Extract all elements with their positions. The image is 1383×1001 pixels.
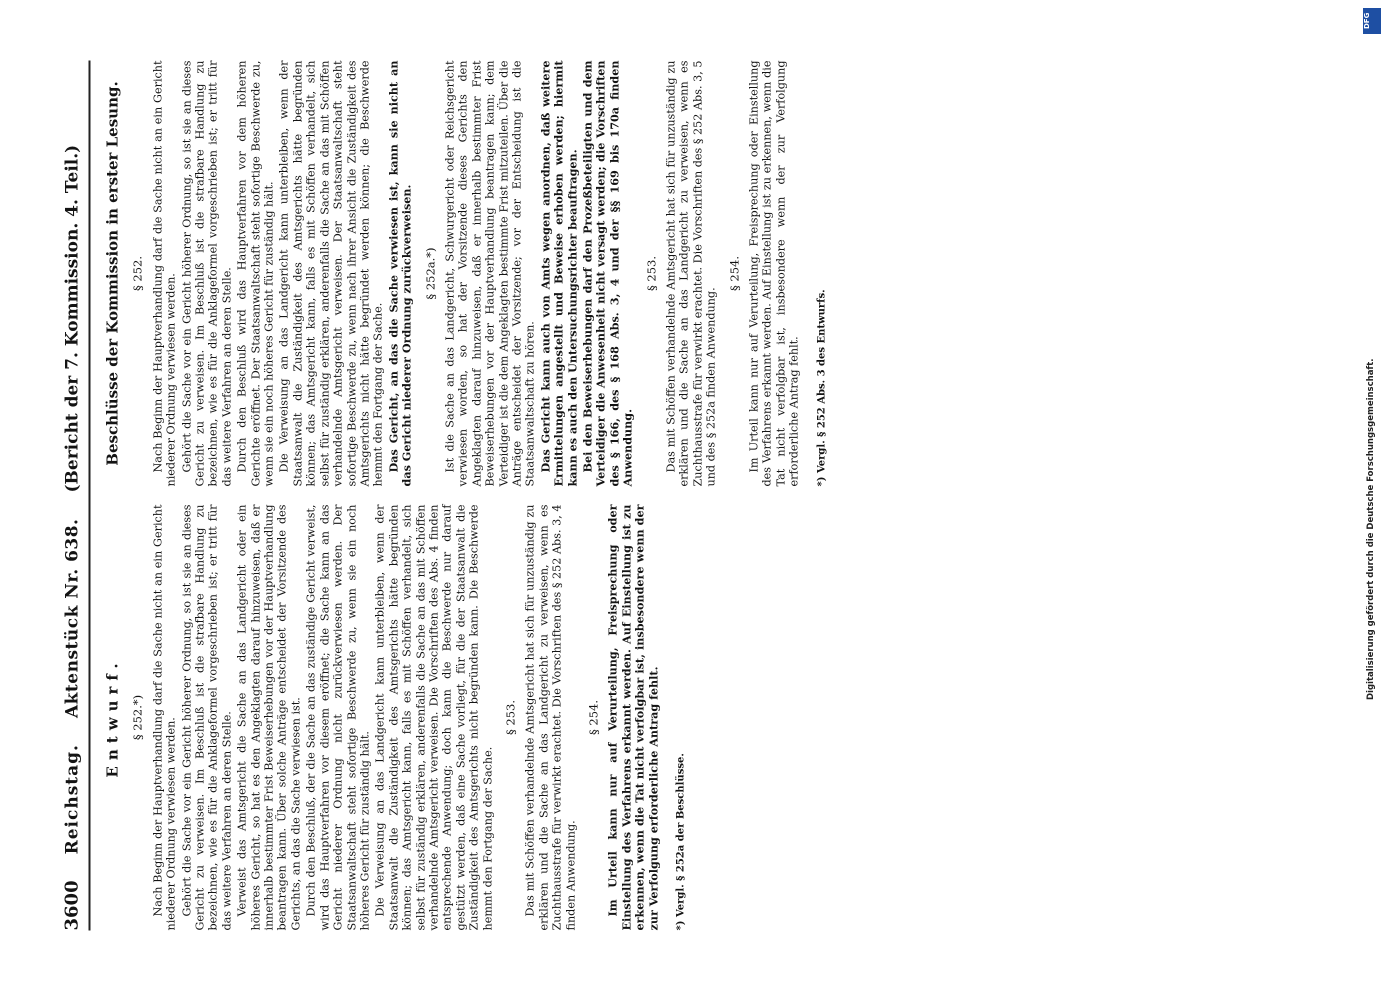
paragraph: Ist die Sache an das Landgericht, Schwurgericht oder Reichsgericht verwiesen worden, so hat der Vorsitzende dieses Gerichts den Angeklagten darauf hinzuweisen, daß er innerhalb bestimmter Frist Beweiserhebungen vor der Hauptverhandlung beantragen kann; dem Verteidiger ist die dem Angeklagten bestimmte Frist mitzuteilen. Über die Anträge entscheidet der Vorsitzende; vor der Entscheidung ist die Staatsanwaltschaft zu hören. [443,60,537,487]
columns [101,61,829,931]
resolutions-title: Beschlüsse der Kommission in erster Lesung. [103,81,122,466]
paragraph: Durch den Beschluß, der die Sache an das zuständige Gericht verweist, wird das Hauptverfahren vor diesem eröffnet; die Sache kann an das Gericht niederer Ordnung nicht zurückverwiesen werden. Der Staatsanwaltschaft steht sofortige Beschwerde zu, wenn sie ein noch höheres Gericht für zuständig hält. [304,504,372,931]
section-heading: § 253. [503,700,518,736]
paragraph: Nach Beginn der Hauptverhandlung darf die Sache nicht an ein Gericht niederer Ordnung verwiesen werden. [151,60,178,487]
report-label: (Bericht der 7. Kommission. 4. Teil.) [62,144,83,493]
paragraph: Bei den Beweiserhebungen darf den Prozeßbeteiligten und dem Verteidiger die Anwesenheit nicht versagt werden; die Vorschriften des § 166, des § 168 Abs. 3, 4 und der §§ 169 bis 170a finden Anwendung. [580,60,635,487]
paragraph: Das mit Schöffen verhandelnde Amtsgericht hat sich für unzuständig zu erklären und die Sache an das Landgericht zu verweisen, wenn es Zuchthausstrafe für verwirkt erachtet. Die Vorschriften des § 252 Abs. 3, 4 finden Anwendung. [523,504,578,931]
paragraph: Im Urteil kann nur auf Verurteilung, Freisprechung oder Einstellung des Verfahrens erkannt werden. Auf Einstellung ist zu erkennen, wenn die Tat nicht verfolgbar ist, insbesondere wenn der zur Verfolgung erforderliche Antrag fehlt. [605,504,661,931]
section-heading: § 252a.*) [423,247,438,300]
paragraph: Im Urteil kann nur auf Verurteilung, Freisprechung oder Einstellung des Verfahrens erkannt werden. Auf Einstellung ist zu erkennen, wenn die Tat nicht verfolgbar ist, insbesondere wenn der zur Verfolgung erforderliche Antrag fehlt. [747,60,801,487]
footnote: *) Vergl. § 252 Abs. 3 des Entwurfs. [816,289,828,487]
parliament-label: Reichstag. [62,744,83,855]
paragraph: Gehört die Sache vor ein Gericht höherer Ordnung, so ist sie an dieses Gericht zu verweisen. Im Beschluß ist die strafbare Handlung zu bezeichnen, wie es für die Anklageformel vorgeschrieben ist; er tritt für das weitere Verfahren an deren Stelle. [180,60,234,487]
paragraph: Verweist das Amtsgericht die Sache an das Landgericht oder ein höheres Gericht, so hat es den Angeklagten darauf hinzuweisen, daß er innerhalb bestimmter Frist Beweiserhebungen vor der Hauptverhandlung beantragen kann. Über solche Anträge entscheidet der Vorsitzende des Gerichts, an das die Sache verwiesen ist. [235,504,303,931]
draft-column [101,505,829,931]
paragraph: Nach Beginn der Hauptverhandlung darf die Sache nicht an ein Gericht niederer Ordnung verwiesen werden. [151,504,178,931]
paragraph: Das mit Schöffen verhandelnde Amtsgericht hat sich für unzuständig zu erklären und die Sache an das Landgericht zu verweisen, wenn es Zuchthausstrafe für verwirkt erachtet. Die Vorschriften des § 252 Abs. 3, 5 und des § 252a finden Anwendung. [664,60,718,487]
section-heading: § 254. [586,700,601,736]
draft-title: Entwurf. [103,657,122,778]
paragraph: Durch den Beschluß wird das Hauptverfahren vor dem höheren Gerichte eröffnet. Der Staatsanwaltschaft steht sofortige Beschwerde zu, wenn sie ein noch höheres Gericht für zuständig hält. [235,60,276,487]
document-number: Aktenstück Nr. 638. [62,518,83,719]
page-number: 3600 [61,880,83,931]
paragraph: Die Verweisung an das Landgericht kann unterbleiben, wenn der Staatsanwalt die Zuständigkeit des Amtsgerichts hätte begründen können; das Amtsgericht kann, falls es mit Schöffen verhandelt, sich selbst für zuständig erklären, anderenfalls die Sache an das mit Schöffen verhandelnde Amtsgericht verweisen. Der Staatsanwaltschaft steht sofortige Beschwerde zu, wenn nach ihrer Ansicht die Zuständigkeit des Amtsgerichts nicht hätte begründet werden können; die Beschwerde hemmt den Fortgang der Sache. [277,60,385,487]
paragraph: Die Verweisung an das Landgericht kann unterbleiben, wenn der Staatsanwalt die Zuständigkeit des Amtsgerichts hätte begründen können; das Amtsgericht kann, falls es mit Schöffen verhandelt, sich selbst für zuständig erklären, anderenfalls die Sache an das mit Schöffen verhandelnde Amtsgericht verweisen. Die Vorschriften des Abs. 4 finden entsprechende Anwendung; doch kann die Beschwerde nur darauf gestützt werden, daß eine Sache vorliegt, für die der Staatsanwalt die Zuständigkeit des Amtsgerichts nicht begründen kann. Die Beschwerde hemmt den Fortgang der Sache. [373,504,495,931]
page-header [62,61,91,931]
section-heading: § 252.*) [130,694,145,741]
section-heading: § 253. [644,256,659,292]
dfg-logo: DFG [1363,8,1381,34]
digitization-credit: Digitalisierung gefördert durch die Deutsche Forschungsgemeinschaft. [1366,358,1376,700]
section-heading: § 252. [130,256,145,292]
paragraph: Gehört die Sache vor ein Gericht höherer Ordnung, so ist sie an dieses Gericht zu verweisen. Im Beschluß ist die strafbare Handlung zu bezeichnen, wie es für die Anklageformel vorgeschrieben ist; er tritt für das weitere Verfahren an deren Stelle. [180,504,234,931]
section-heading: § 254. [727,256,742,292]
paragraph: Das Gericht kann auch von Amts wegen anordnen, daß weitere Ermittelungen angestellt und Beweise erhoben werden; hiermit kann es auch den Untersuchungsrichter beauftragen. [538,60,580,487]
resolutions-column [101,61,829,487]
document-page [0,1,1383,1001]
paragraph: Das Gericht, an das die Sache verwiesen ist, kann sie nicht an das Gericht niederer Ordnung zurückverweisen. [386,60,414,487]
footnote: *) Vergl. § 252a der Beschlüsse. [675,753,687,931]
